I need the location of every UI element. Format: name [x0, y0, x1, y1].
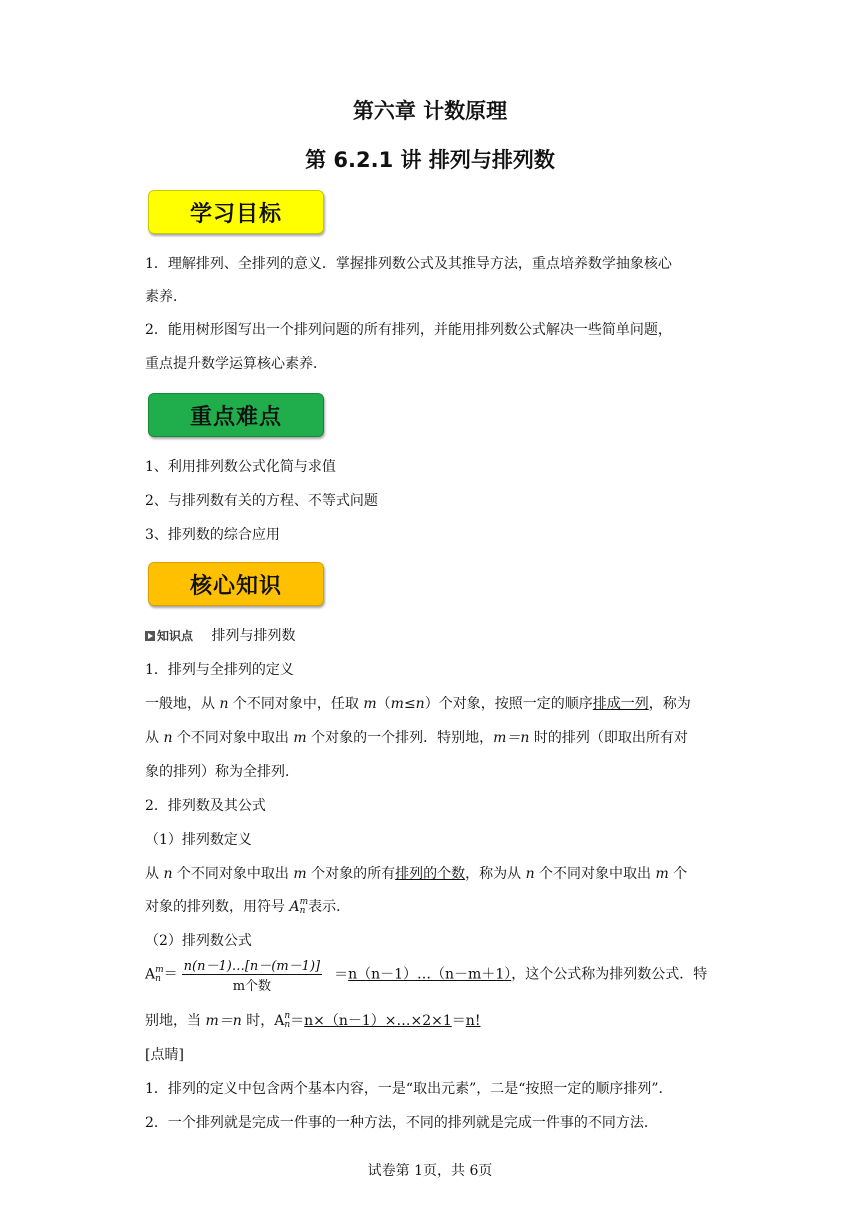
chapter-title: 第六章 计数原理	[352, 99, 508, 123]
goal-line: 素养．	[145, 289, 187, 305]
underlined-term: n（n－1）…（n－m＋1）	[348, 966, 512, 983]
underlined-term: n×（n－1）×…×2×1	[304, 1013, 452, 1029]
goal-line: 重点提升数学运算核心素养．	[145, 356, 327, 372]
section-badge-core: 核心知识	[148, 562, 324, 606]
difficulty-item: 1、利用排列数公式化简与求值	[145, 459, 336, 475]
difficulty-item: 2、与排列数有关的方程、不等式问题	[145, 493, 378, 509]
paragraph-line: 从 n 个不同对象中取出 m 个对象的所有排列的个数，称为从 n 个不同对象中取出 m 个	[145, 866, 688, 882]
heading: 2．排列数及其公式	[145, 798, 266, 814]
paragraph-line: 象的排列）称为全排列．	[145, 764, 299, 780]
paragraph-line: 从 n 个不同对象中取出 m 个对象的一个排列．特别地，m＝n 时的排列（即取出所有对	[145, 730, 688, 746]
knowledge-tag	[145, 625, 295, 645]
underlined-term: n!	[465, 1013, 481, 1029]
page-footer: 试卷第 1页，共 6页	[367, 1163, 493, 1179]
play-icon	[145, 631, 155, 641]
underlined-term: 排列的个数	[395, 866, 466, 882]
heading: 1．排列与全排列的定义	[145, 662, 294, 678]
lesson-title: 第 6.2.1 讲 排列与排列数	[305, 148, 555, 172]
formula-fraction: $\frac{n(n-1)\dots[n-(m-1)]}{\text{m个数}}$	[182, 955, 322, 994]
underlined-term: 排成一列	[592, 696, 649, 712]
formula-line: A m n ＝ $\frac{n(n-1)\dots[n-(m-1)]}{\text{m个数}}$ ＝n（n－1）…（n－m＋1），这个公式称为排列数公式．特	[145, 955, 707, 994]
subheading: （2）排列数公式	[145, 933, 252, 949]
section-badge-goals: 学习目标	[148, 190, 324, 234]
symbol-A: A	[289, 899, 300, 915]
knowledge-tag-title: 排列与排列数	[211, 628, 296, 644]
goal-line: 2．能用树形图写出一个排列问题的所有排列，并能用排列数公式解决一些简单问题，	[145, 322, 672, 338]
paragraph-line: 别地，当 m＝n 时，A n n ＝n×（n－1）×…×2×1＝n!	[145, 1011, 481, 1030]
subheading: （1）排列数定义	[145, 832, 252, 848]
note-line: 2．一个排列就是完成一件事的一种方法，不同的排列就是完成一件事的不同方法．	[145, 1115, 658, 1131]
goal-line: 1．理解排列、全排列的意义．掌握排列数公式及其推导方法，重点培养数学抽象核心	[145, 256, 672, 272]
difficulty-item: 3、排列数的综合应用	[145, 527, 280, 543]
paragraph-line: 对象的排列数，用符号 A m n 表示．	[145, 897, 351, 916]
section-badge-difficulties: 重点难点	[148, 393, 324, 437]
note-line: 1．排列的定义中包含两个基本内容，一是“取出元素”，二是“按照一定的顺序排列”．	[145, 1081, 673, 1097]
paragraph-line: 一般地，从 n 个不同对象中，任取 m（m≤n）个对象，按照一定的顺序排成一列，称为	[145, 696, 691, 712]
knowledge-tag-label: 知识点	[157, 629, 194, 643]
note-label: [点睛]	[145, 1047, 184, 1063]
